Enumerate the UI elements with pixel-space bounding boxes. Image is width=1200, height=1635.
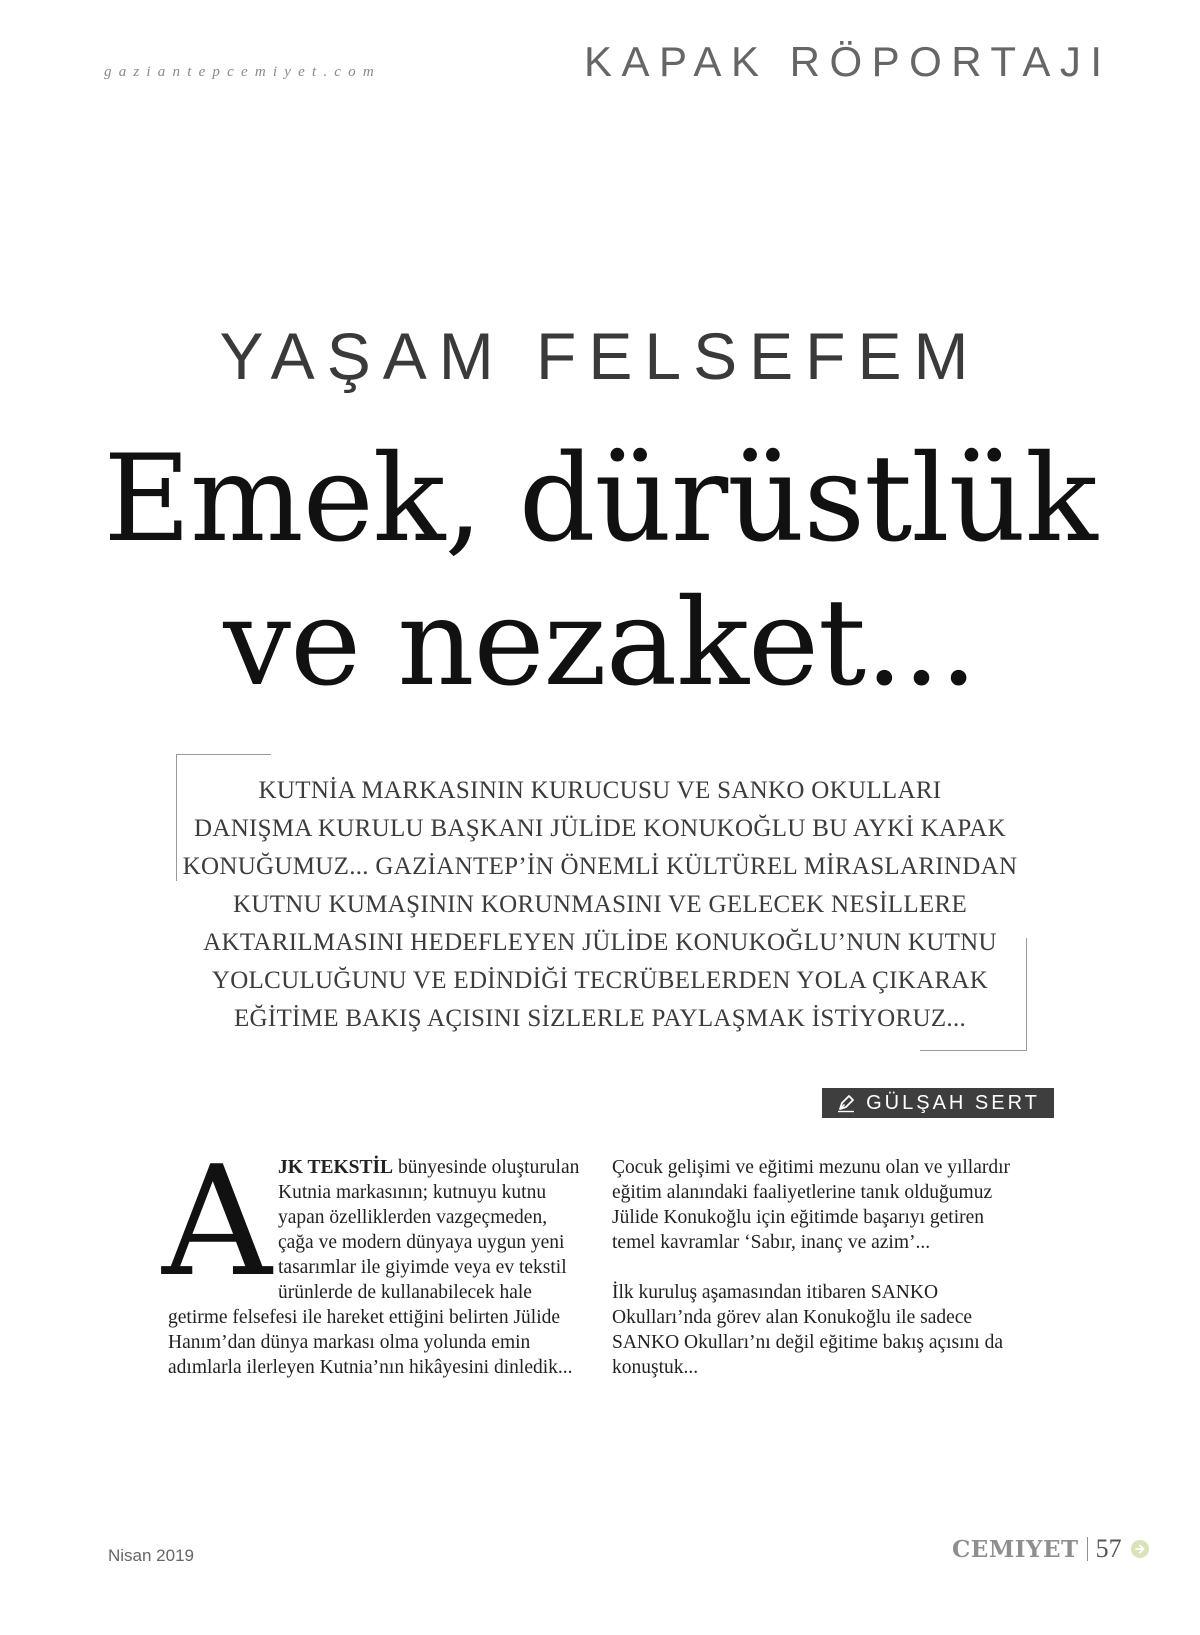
body-line (168, 1155, 590, 1180)
body-line: Kutnia markasının; kutnuyu kutnu (278, 1182, 547, 1203)
body-line: temel kavramlar ‘Sabır, inanç ve azim’... (612, 1232, 931, 1253)
body-line: eğitim alanındaki faaliyetlerine tanık olduğumuz (612, 1182, 993, 1203)
footer-date: Nisan 2019 (108, 1546, 195, 1565)
kicker-title: YAŞAM FELSEFEM (219, 319, 981, 393)
lead-line: KUTNU KUMAŞININ KORUNMASINI VE GELECEK NESİLLERE (232, 891, 968, 918)
footer-right (952, 1534, 1150, 1564)
pen-icon (836, 1093, 856, 1113)
drop-cap: A (162, 1133, 272, 1310)
byline-badge (822, 1088, 1054, 1118)
body-column-right (612, 1155, 1032, 1380)
body-line: Çocuk gelişimi ve eğitimi mezunu olan ve yıllardır (612, 1157, 1011, 1178)
site-url: gaziantepcemiyet.com (104, 64, 381, 80)
headline-line: Emek, dürüstlük (103, 430, 1097, 569)
body-line: konuştuk... (612, 1357, 699, 1378)
body-line: tasarımlar ile giyimde veya ev tekstil (278, 1257, 567, 1278)
headline (0, 428, 1200, 716)
body-line: getirme felsefesi ile hareket ettiğini belirten Jülide (168, 1307, 561, 1328)
lead-line: YOLCULUĞUNU VE EDİNDİĞİ TECRÜBELERDEN YOLA ÇIKARAK (211, 967, 989, 994)
body-line: SANKO Okulları’nı değil eğitime bakış açısını da (612, 1332, 1004, 1353)
body-line: çağa ve modern dünyaya uygun yeni (278, 1232, 565, 1253)
arrow-right-circle-icon[interactable] (1130, 1539, 1150, 1559)
body-line: yapan özelliklerden vazgeçmeden, (278, 1207, 548, 1228)
lead-in: JK TEKSTİL (278, 1157, 394, 1178)
body-line: Okulları’nda görev alan Konukoğlu ile sadece (612, 1307, 973, 1328)
body-line: ürünlerde de kullanabilecek hale (278, 1282, 532, 1303)
author-name: GÜLŞAH SERT (866, 1091, 1040, 1114)
lead-line: KONUĞUMUZ... GAZİANTEP’İN ÖNEMLİ KÜLTÜREL MİRASLARINDAN (182, 853, 1018, 880)
page-number: 57 (1095, 1534, 1122, 1563)
body-column-left (168, 1155, 590, 1380)
lead-line: EĞİTİME BAKIŞ AÇISINI SİZLERLE PAYLAŞMAK İSTİYORUZ... (233, 1005, 967, 1032)
body-line: Hanım’dan dünya markası olma yolunda emin (168, 1332, 531, 1353)
lead-line: KUTNİA MARKASININ KURUCUSU VE SANKO OKULLARI (258, 777, 942, 804)
lead-line: AKTARILMASINI HEDEFLEYEN JÜLİDE KONUKOĞLU’NUN KUTNU (203, 929, 997, 956)
body-line: İlk kuruluş aşamasından itibaren SANKO (612, 1282, 939, 1303)
lead-line: DANIŞMA KURULU BAŞKANI JÜLİDE KONUKOĞLU BU AYKİ KAPAK (193, 815, 1006, 842)
paragraph-gap (612, 1255, 1032, 1280)
lead-paragraph (180, 772, 1020, 1038)
body-line: Jülide Konukoğlu için eğitimde başarıyı getiren (612, 1207, 985, 1228)
section-title: KAPAK RÖPORTAJI (584, 38, 1112, 85)
body-line: adımlarla ilerleyen Kutnia’nın hikâyesini dinledik... (168, 1357, 573, 1378)
headline-line: ve nezaket... (223, 574, 977, 713)
footer-separator (1087, 1537, 1088, 1561)
magazine-name: CEMIYET (952, 1535, 1079, 1563)
lead-in-rest: bünyesinde oluşturulan (393, 1157, 580, 1178)
